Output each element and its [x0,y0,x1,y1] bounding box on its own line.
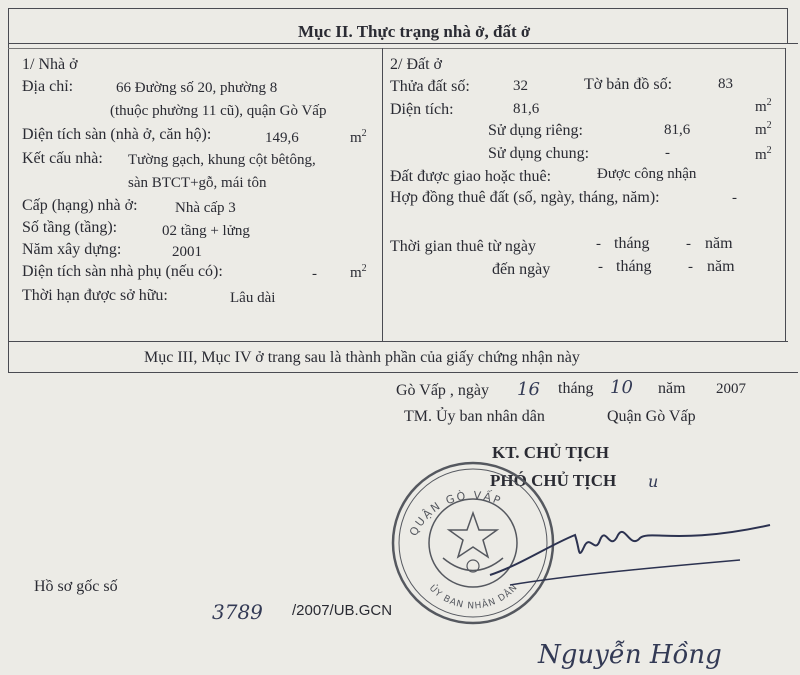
lease-to-month-label: tháng [616,258,652,275]
lease-to-day: - [598,259,603,275]
signer-title-2: PHÓ CHỦ TỊCH [490,471,617,490]
seal-top-text: QUẬN GÒ VẤP [406,488,504,539]
record-suffix: /2007/UB.GCN [292,602,393,619]
handwritten-month: 10 [610,377,633,398]
grade-value: Nhà cấp 3 [175,200,236,216]
signature-mark [480,505,780,600]
lease-from-year-label: năm [705,235,733,252]
private-use-label: Sử dụng riêng: [488,122,583,139]
floor-area-unit: $m^2$ [350,128,367,146]
structure-line2: sàn BTCT+gỗ, mái tôn [128,175,267,191]
land-area-label: Diện tích: [390,101,454,118]
private-use-unit: $m^2$ [755,120,772,138]
ownership-term-value: Lâu dài [230,290,276,306]
signer-name: Nguyễn Hồng [538,640,722,670]
private-use-value: 81,6 [664,122,691,138]
aux-area-value: - [312,266,317,282]
section-title: Mục II. Thực trạng nhà ở, đất ở [298,22,531,41]
authority-line: TM. Ủy ban nhân dân [404,408,545,425]
address-label: Địa chỉ: [22,78,74,95]
floor-area-value: 149,6 [265,130,299,146]
authority-district: Quận Gò Vấp [607,408,696,425]
plot-label: Thửa đất số: [390,78,470,95]
floor-area-label: Diện tích sàn (nhà ở, căn hộ): [22,126,212,143]
allocation-label: Đất được giao hoặc thuê: [390,168,552,185]
ownership-term-label: Thời hạn được sở hữu: [22,287,168,304]
house-heading: 1/ Nhà ở [22,56,78,73]
lease-to-label: đến ngày [492,261,551,278]
address-line1: 66 Đường số 20, phường 8 [116,80,278,96]
shared-use-value: - [665,145,670,161]
year-label: năm [658,380,686,397]
place-date-prefix: Gò Vấp , ngày [396,382,490,399]
shared-use-unit: $m^2$ [755,145,772,163]
structure-label: Kết cấu nhà: [22,150,103,167]
map-sheet-label: Tờ bản đồ số: [584,76,673,93]
continuation-note: Mục III, Mục IV ở trang sau là thành phần của giấy chứng nhận này [144,349,580,366]
title-initial-mark: u [648,472,659,491]
land-area-unit: $m^2$ [755,97,772,115]
lease-to-month: - [688,259,693,275]
record-handwritten-number: 3789 [212,600,263,624]
aux-area-label: Diện tích sàn nhà phụ (nếu có): [22,263,223,280]
floors-label: Số tầng (tầng): [22,219,118,236]
lease-contract-value: - [732,190,737,206]
land-area-value: 81,6 [513,101,540,117]
lease-to-year-label: năm [707,258,735,275]
land-heading: 2/ Đất ở [390,56,443,73]
allocation-value: Được công nhận [597,166,697,182]
seal-bottom-text: ỦY BAN NHÂN DÂN [426,582,521,612]
lease-contract-label: Hợp đồng thuê đất (số, ngày, tháng, năm): [390,189,660,206]
floors-value: 02 tầng + lửng [162,223,250,239]
year-built-value: 2001 [172,244,202,260]
lease-from-month-label: tháng [614,235,650,252]
plot-value: 32 [513,78,528,94]
signing-year: 2007 [716,381,746,397]
lease-from-label: Thời gian thuê từ ngày [390,238,536,255]
map-sheet-value: 83 [718,76,733,92]
grade-label: Cấp (hạng) nhà ở: [22,197,138,214]
structure-line1: Tường gạch, khung cột bêtông, [128,152,316,168]
handwritten-day: 16 [517,379,540,400]
month-label: tháng [558,380,594,397]
shared-use-label: Sử dụng chung: [488,145,590,162]
year-built-label: Năm xây dựng: [22,241,122,258]
signer-title-1: KT. CHỦ TỊCH [492,443,609,462]
aux-area-unit: $m^2$ [350,263,367,281]
record-label: Hồ sơ gốc số [34,578,118,595]
lease-from-day: - [596,236,601,252]
lease-from-month: - [686,236,691,252]
address-line2: (thuộc phường 11 cũ), quận Gò Vấp [110,103,327,119]
